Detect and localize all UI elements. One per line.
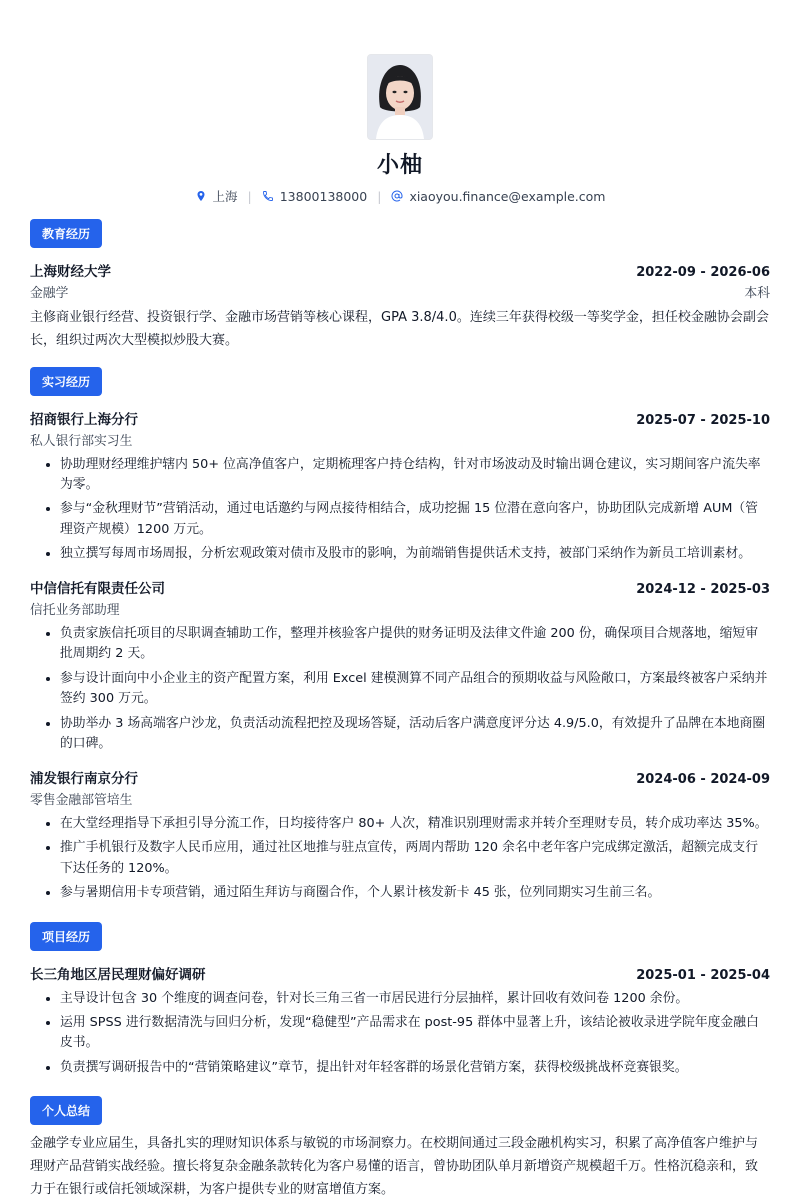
contact-location	[195, 187, 238, 205]
location-text: 上海	[212, 189, 238, 204]
resume-header	[30, 0, 770, 205]
phone-text[interactable]: 13800138000	[279, 188, 368, 204]
section-projects-tag: 项目经历	[30, 922, 102, 951]
company-name: 浦发银行南京分行	[30, 770, 138, 787]
internship-entry	[30, 767, 770, 904]
bullet-item: • 运用 SPSS 进行数据清洗与回归分析，发现“稳健型”产品需求在 post-95 群体中显著上升，该结论被收录进学院年度金融白皮书。	[60, 1013, 770, 1054]
internship-date: 2025-07 - 2025-10	[636, 412, 770, 428]
profile-photo	[367, 54, 433, 140]
role: 信托业务部助理	[30, 602, 120, 618]
bullet-list	[30, 624, 770, 755]
bullet-item: • 负责家族信托项目的尽职调查辅助工作，整理并核验客户提供的财务证明及法律文件逾 200 份，确保项目合规落地，缩短审批周期约 2 天。	[60, 624, 770, 665]
degree: 本科	[744, 286, 770, 301]
divider: |	[377, 188, 382, 204]
at-sign-icon	[391, 190, 403, 202]
project-date: 2025-01 - 2025-04	[636, 967, 770, 983]
bullet-item: • 参与暑期信用卡专项营销，通过陌生拜访与商圈合作，个人累计核发新卡 45 张，位列同期实习生前三名。	[60, 883, 770, 903]
internship-entry	[30, 408, 770, 565]
education-date: 2022-09 - 2026-06	[636, 265, 770, 280]
portrait-illustration	[368, 55, 432, 139]
section-education-tag: 教育经历	[30, 219, 102, 248]
bullet-list	[30, 989, 770, 1079]
phone-icon	[262, 190, 274, 202]
contact-phone	[262, 189, 367, 204]
major: 金融学	[30, 286, 69, 301]
section-summary-tag: 个人总结	[30, 1096, 102, 1125]
contact-email	[391, 189, 605, 204]
bullet-item: • 协助举办 3 场高端客户沙龙，负责活动流程把控及现场答疑，活动后客户满意度评分达 4.9/5.0，有效提升了品牌在本地商圈的口碑。	[60, 714, 770, 755]
bullet-item: • 参与设计面向中小企业主的资产配置方案，利用 Excel 建模测算不同产品组合的预期收益与风险敞口，方案最终被客户采纳并签约 300 万元。	[60, 669, 770, 710]
bullet-list	[30, 455, 770, 565]
summary-text: 金融学专业应届生，具备扎实的理财知识体系与敏锐的市场洞察力。在校期间通过三段金融机构实习，积累了高净值客户维护与理财产品营销实战经验。擅长将复杂金融条款转化为客户易懂的语言，曾协助团队单月新增资产规模超千万。性格沉稳亲和，致力于在银行或信托领域深耕，为客户提供专业的财富增值方案。	[30, 1136, 759, 1197]
location-pin-icon	[195, 190, 207, 202]
bullet-item: • 负责撰写调研报告中的“营销策略建议”章节，提出针对年轻客群的场景化营销方案，获得校级挑战杯竞赛银奖。	[60, 1058, 770, 1078]
divider: |	[247, 188, 252, 204]
bullet-item: • 参与“金秋理财节”营销活动，通过电话邀约与网点接待相结合，成功挖掘 15 位潜在意向客户，协助团队完成新增 AUM（管理资产规模）1200 万元。	[60, 499, 770, 540]
company-name: 中信信托有限责任公司	[30, 580, 165, 597]
internship-date: 2024-06 - 2024-09	[636, 771, 770, 787]
bullet-item: • 在大堂经理指导下承担引导分流工作，日均接待客户 80+ 人次，精准识别理财需求并转介至理财专员，转介成功率达 35%。	[60, 814, 770, 834]
company-name: 招商银行上海分行	[30, 411, 138, 428]
role: 零售金融部管培生	[30, 792, 133, 808]
contact-bar	[30, 187, 770, 205]
bullet-item: • 主导设计包含 30 个维度的调查问卷，针对长三角三省一市居民进行分层抽样，累计回收有效问卷 1200 余份。	[60, 989, 770, 1009]
bullet-item: • 独立撰写每周市场周报，分析宏观政策对债市及股市的影响，为前端销售提供话术支持，被部门采纳作为新员工培训素材。	[60, 544, 770, 564]
school-name: 上海财经大学	[30, 264, 111, 280]
project-title: 长三角地区居民理财偏好调研	[30, 966, 206, 983]
role: 私人银行部实习生	[30, 433, 133, 449]
email-text[interactable]: xiaoyou.finance@example.com	[409, 188, 606, 204]
project-entry	[30, 963, 770, 1079]
bullet-item: • 协助理财经理维护辖内 50+ 位高净值客户，定期梳理客户持仓结构，针对市场波动及时输出调仓建议，实习期间客户流失率为零。	[60, 455, 770, 496]
candidate-name: 小柚	[376, 153, 423, 178]
section-internships-tag: 实习经历	[30, 367, 102, 396]
bullet-list	[30, 814, 770, 904]
internship-date: 2024-12 - 2025-03	[636, 581, 770, 597]
education-description: 主修商业银行经营、投资银行学、金融市场营销等核心课程，GPA 3.8/4.0。连续三年获得校级一等奖学金，担任校金融协会副会长，组织过两次大型模拟炒股大赛。	[30, 310, 769, 348]
internship-entry	[30, 577, 770, 755]
education-entry	[30, 260, 770, 353]
bullet-item: • 推广手机银行及数字人民币应用，通过社区地推与驻点宣传，两周内帮助 120 余名中老年客户完成绑定激活，超额完成支行下达任务的 120%。	[60, 838, 770, 879]
